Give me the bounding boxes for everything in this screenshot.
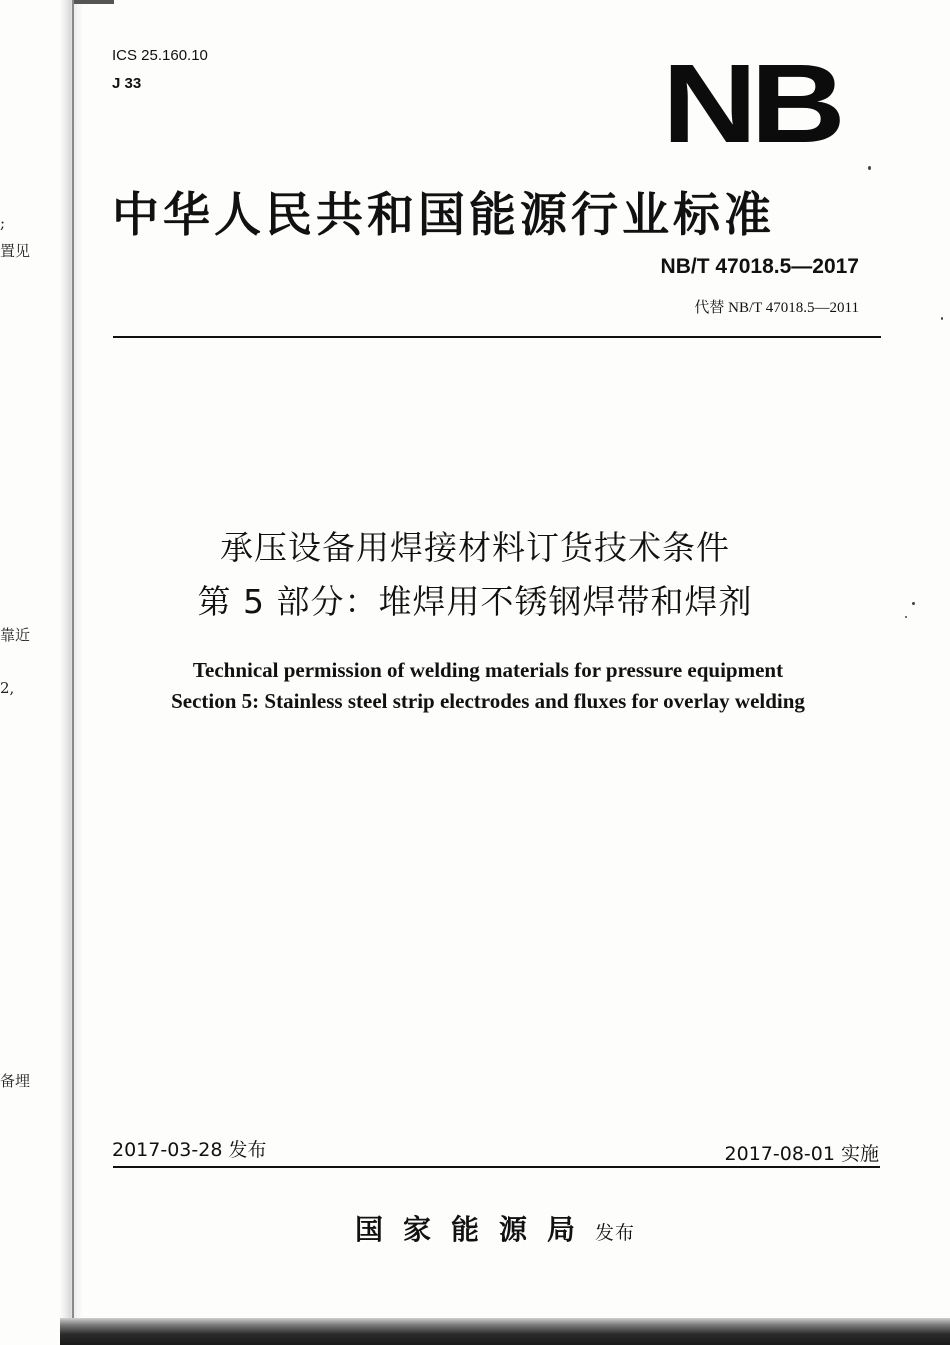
issue-date: 2017-03-28 发布 bbox=[112, 1139, 267, 1161]
nb-logo: NB bbox=[662, 41, 839, 166]
margin-note: 靠近 bbox=[0, 626, 31, 644]
standard-category-title: 中华人民共和国能源行业标准 bbox=[112, 188, 775, 243]
chinese-title-line-1: 承压设备用焊接材料订货技术条件 bbox=[220, 528, 730, 567]
issuer-org: 国家能源局 bbox=[354, 1213, 595, 1246]
scan-speck bbox=[941, 317, 943, 320]
standard-replaces: 代替 NB/T 47018.5—2011 bbox=[694, 300, 859, 316]
english-title-line-2: Section 5: Stainless steel strip electrodes and fluxes for overlay welding bbox=[171, 689, 805, 713]
ccs-code: J 33 bbox=[112, 75, 142, 92]
margin-note: 备埋 bbox=[0, 1072, 31, 1090]
chinese-title-line-2: 第 5 部分：堆焊用不锈钢焊带和焊剂 bbox=[197, 582, 753, 621]
scan-bottom-edge bbox=[60, 1318, 950, 1345]
issuer bbox=[0, 1208, 950, 1248]
standard-number: NB/T 47018.5—2017 bbox=[660, 255, 859, 278]
issuer-suffix: 发布 bbox=[595, 1222, 636, 1244]
ics-code: ICS 25.160.10 bbox=[112, 47, 208, 64]
scan-speck bbox=[868, 166, 871, 170]
scan-corner-mark bbox=[74, 0, 114, 4]
footer-divider bbox=[113, 1166, 880, 1168]
margin-note: ; bbox=[0, 214, 6, 232]
implementation-date: 2017-08-01 实施 bbox=[724, 1143, 879, 1165]
english-title-line-1: Technical permission of welding materials for pressure equipment bbox=[192, 658, 784, 682]
margin-note: 置见 bbox=[0, 242, 31, 260]
header-divider bbox=[113, 336, 881, 338]
margin-note: 2, bbox=[0, 679, 15, 697]
